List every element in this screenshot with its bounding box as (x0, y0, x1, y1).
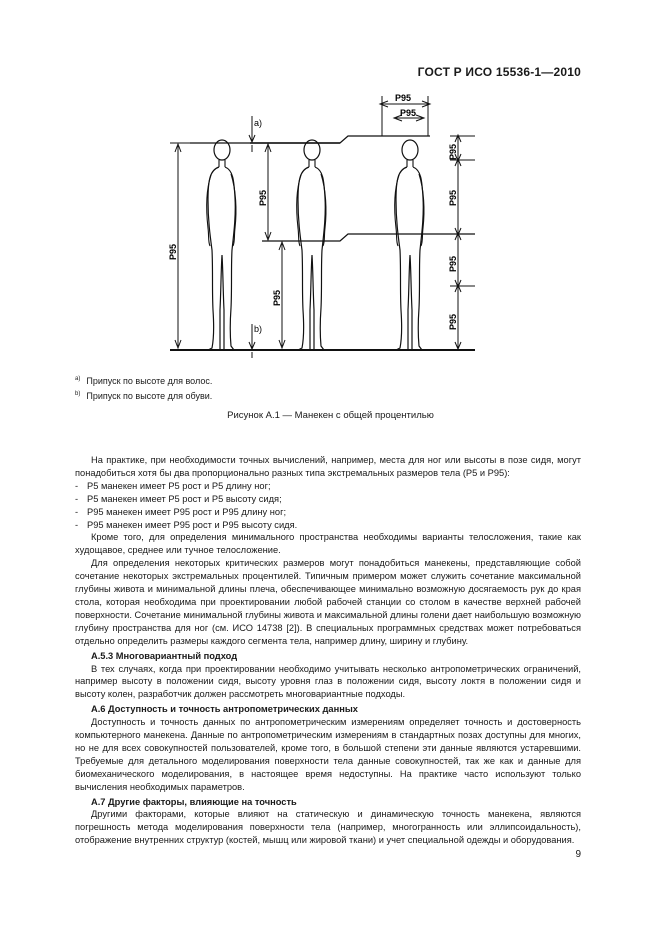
paragraph: Кроме того, для определения минимального пространства необходимы варианты телосложения, такие как худощавое, среднее или тучное телосложение. (75, 532, 581, 556)
list-item: - P5 манекен имеет P5 рост и P5 длину ног; (75, 480, 271, 491)
label-p95-left: P95 (168, 243, 178, 260)
label-p95-low: P95 (272, 289, 282, 306)
label-p95-h1: P95 (448, 143, 458, 160)
label-p95-top: P95 (395, 93, 412, 103)
list-item: - P95 манекен имеет P95 рост и P95 высоту сидя. (75, 519, 298, 530)
figure-caption: Рисунок А.1 — Манекен с общей процентилью (227, 410, 434, 421)
label-note-a: a) (254, 118, 263, 128)
bullet-list (75, 480, 581, 532)
label-p95-h4: P95 (448, 313, 458, 330)
figure-manikin (150, 88, 490, 358)
section-heading-a53: А.5.3 Многовариантный подход (91, 650, 238, 661)
body-text (75, 454, 581, 847)
paragraph: На практике, при необходимости точных вычислений, например, места для ног или высоты в позе сидя, могут понадобиться хотя бы два пропорционально разных типа экстремальных размеров тела (P5 и P95): (75, 455, 581, 478)
footnote-a: $^{a)}$ Припуск по высоте для волос. (75, 376, 213, 386)
label-p95-h2: P95 (448, 189, 458, 206)
label-p95-mid: P95 (258, 189, 268, 206)
section-heading-a6: А.6 Доступность и точность антропометрических данных (91, 704, 358, 715)
footnote-b: $^{b)}$ Припуск по высоте для обуви. (75, 391, 213, 401)
paragraph: В тех случаях, когда при проектировании необходимо учитывать несколько антропометрических ограничений, например высоту в положении сидя, высоту уровня глаз в положении сидя, высоту локтя в положении сидя и высоту колен, разработчик должен рассмотреть многовариантные подходы. (75, 663, 581, 700)
list-item: - P95 манекен имеет P95 рост и P95 длину ног; (75, 506, 287, 517)
section-heading-a7: А.7 Другие факторы, влияющие на точность (91, 796, 297, 807)
paragraph: Для определения некоторых критических размеров могут понадобиться манекены, представляющие собой сочетание некоторых экстремальных процентилей. Типичным примером может служить сочетание максимальной глубины живота и минимальной длины плеча, обеспечивающее минимально возможную досягаемость рук до края стола, которая необходима при проектировании любой рабочей станции со столом в качестве верхней рабочей поверхности. Сочетание минимальной глубины живота и максимальной длины голени дает наибольшую возможную глубину пространства для ног (см. ИСО 14738 [2]). В специальных программных средствах может потребоваться отдельно определить размеры каждого сегмента тела, например длину, ширину и глубину. (75, 558, 581, 646)
document-header: ГОСТ Р ИСО 15536-1—2010 (417, 65, 581, 79)
list-item: - P5 манекен имеет P5 рост и P5 высоту сидя; (75, 493, 282, 504)
paragraph: Другими факторами, которые влияют на статическую и динамическую точность манекена, являются погрешность метода моделирования поверхности тела (например, многогранность или эллипсоидальность), отображение внутренних структур (костей, мышц или жировой ткани) и учет специальной одежды и оборудования. (75, 809, 581, 846)
label-p95-h3: P95 (448, 255, 458, 272)
label-note-b: b) (254, 324, 263, 334)
page-number: 9 (575, 849, 581, 860)
label-p95-top-inner: P95 (400, 108, 417, 118)
figure-footnotes (75, 373, 212, 403)
paragraph: Доступность и точность данных по антропометрическим измерениям определяет точность и достоверность компьютерного манекена. Данные по антропометрическим измерениям в стандартных позах доступны для многих, но не для всех совокупностей пользователей, кроме того, в большой степени эти данные являются устаревшими. Требуемые для детального моделирования поверхности тела данные совокупностей, так же как и данные для биомеханического моделирования, в настоящее время недоступны. На практике часто используют только вычисления необходимых параметров. (75, 717, 581, 792)
